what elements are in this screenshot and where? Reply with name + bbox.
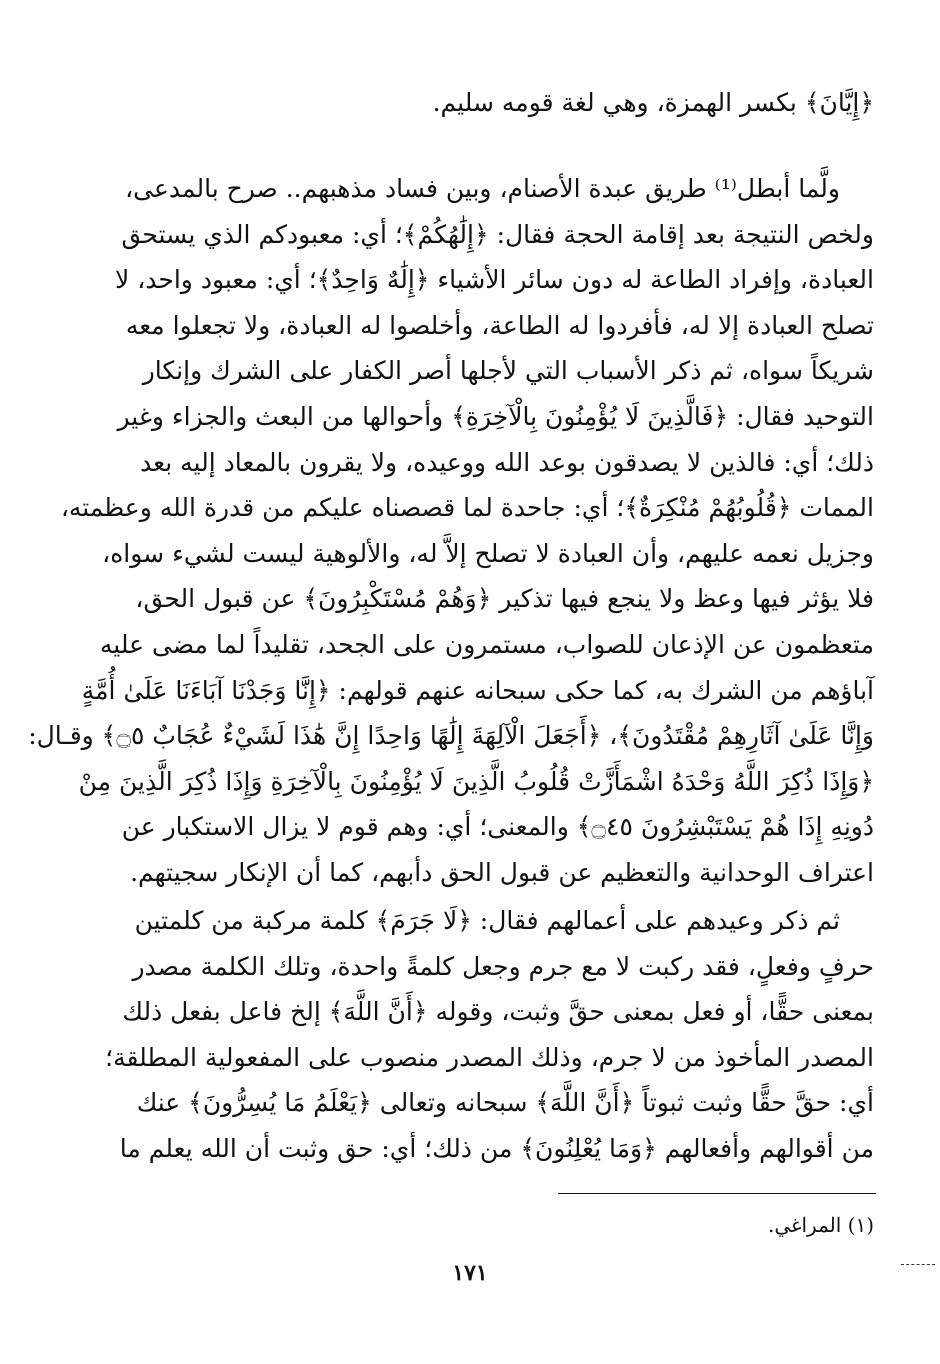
text-line: تصلح العبادة إلا له، فأفردوا له الطاعة، وأخلصوا له العبادة، ولا تجعلوا معه: [125, 310, 874, 340]
text-line: متعظمون عن الإذعان للصواب، مستمرون على الجحد، تقليداً لما مضى عليه: [99, 629, 874, 659]
text-line: شريكاً سواه، ثم ذكر الأسباب التي لأجلها أصر الكفار على الشرك وإنكار: [142, 356, 874, 386]
text-line: وجزيل نعمه عليهم، وأن العبادة لا تصلح إلاَّ له، والألوهية ليست لشيء سواه،: [102, 538, 874, 568]
text-line: المصدر المأخوذ من لا جرم، وذلك المصدر منصوب على المفعولية المطلقة؛: [105, 1042, 874, 1072]
text-line: التوحيد فقال: ﴿فَالَّذِينَ لَا يُؤْمِنُونَ بِالْآخِرَةِ﴾ وأحوالها من البعث والجزاء وغير: [117, 401, 874, 431]
paragraph-intro: [104, 80, 874, 126]
text-line: من أقوالهم وأفعالهم ﴿وَمَا يُعْلِنُونَ﴾ من ذلك؛ أي: حق وثبت أن الله يعلم ما: [119, 1133, 874, 1163]
text-line: فلا يؤثر فيها وعظ ولا ينجع فيها تذكير ﴿وَهُمْ مُسْتَكْبِرُونَ﴾ عن قبول الحق،: [135, 584, 874, 614]
text-line: الممات ﴿قُلُوبُهُمْ مُنْكِرَةٌ﴾؛ أي: جاحدة لما قصصناه عليكم من قدرة الله وعظمته،: [60, 493, 874, 523]
page-number: ١٧١: [452, 1260, 488, 1286]
text-line: دُونِهِ إِذَا هُمْ يَسْتَبْشِرُونَ ۝٤٥﴾ والمعنى؛ أي: وهم قوم لا يزال الاستكبار عن: [121, 812, 874, 842]
text-line: ﴿إِيَّانَ﴾ بكسر الهمزة، وهي لغة قومه سليم.: [432, 88, 874, 117]
scan-edge-mark: [901, 1264, 935, 1265]
text-line: ولخص النتيجة بعد إقامة الحجة فقال: ﴿إِلَٰهُكُمْ﴾؛ أي: معبودكم الذي يستحق: [121, 219, 874, 249]
paragraph-threat: [104, 898, 874, 1172]
text-line: ذلك؛ أي: فالذين لا يصدقون بوعد الله ووعيده، ولا يقرون بالمعاد إليه بعد: [140, 447, 874, 477]
text-line: ولَّما أبطل⁽¹⁾ طريق عبدة الأصنام، وبين فساد مذهبهم.. صرح بالمدعى،: [125, 174, 840, 203]
footnote: (١) المراغي.: [767, 1213, 874, 1237]
paragraph-main: [28, 166, 874, 896]
footnote-divider: [558, 1193, 876, 1194]
text-line: أي: حقَّ حقًّا وثبت ثبوتاً ﴿أَنَّ اللَّهَ﴾ سبحانه وتعالى ﴿يَعْلَمُ مَا يُسِرُّونَ﴾ عنك: [136, 1088, 874, 1118]
text-line: ثم ذكر وعيدهم على أعمالهم فقال: ﴿لَا جَرَمَ﴾ كلمة مركبة من كلمتين: [134, 906, 840, 935]
text-line: بمعنى حقًّا، أو فعل بمعنى حقَّ وثبت، وقوله ﴿أَنَّ اللَّهَ﴾ إلخ فاعل بفعل ذلك: [122, 997, 874, 1027]
text-line: العبادة، وإفراد الطاعة له دون سائر الأشياء ﴿إِلَٰهٌ وَاحِدٌ﴾؛ أي: معبود واحد، لا: [115, 265, 874, 295]
text-line: ﴿وَإِذَا ذُكِرَ اللَّهُ وَحْدَهُ اشْمَأَزَّتْ قُلُوبُ الَّذِينَ لَا يُؤْمِنُونَ بِالْآخِرَةِ وَإِذَا ذُكِرَ الَّذِينَ مِنْ: [78, 766, 874, 796]
text-line: اعتراف الوحدانية والتعظيم عن قبول الحق دأبهم، كما أن الإنكار سجيتهم.: [130, 857, 874, 887]
text-line: حرفٍ وفعلٍ، فقد ركبت لا مع جرم وجعل كلمةً واحدة، وتلك الكلمة مصدر: [132, 951, 874, 981]
text-line: وَإِنَّا عَلَىٰ آثَارِهِمْ مُقْتَدُونَ﴾، ﴿أَجَعَلَ الْآلِهَةَ إِلَٰهًا وَاحِدًا إِنَّ هَٰذَا لَشَيْءٌ عُجَابٌ ۝٥﴾ وقـال:: [28, 721, 874, 751]
text-line: آباؤهم من الشرك به، كما حكى سبحانه عنهم قولهم: ﴿إِنَّا وَجَدْنَا آبَاءَنَا عَلَىٰ أُمَّةٍ: [81, 675, 874, 705]
